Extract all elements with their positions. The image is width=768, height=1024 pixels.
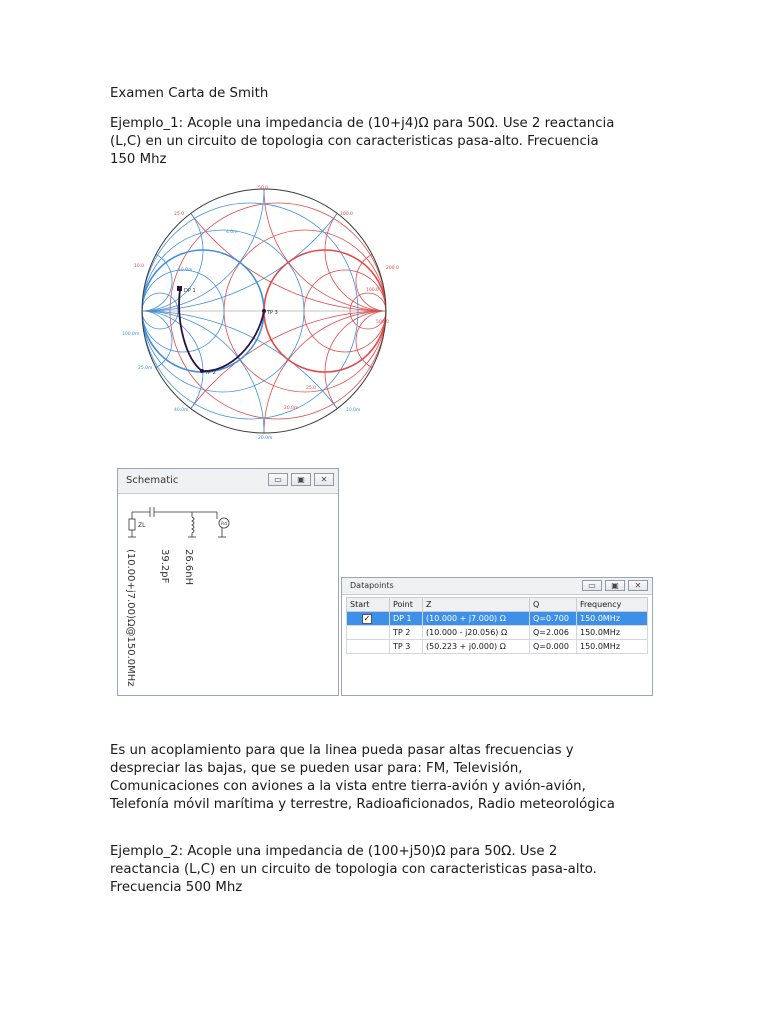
label-bottom: 20.0m bbox=[258, 436, 273, 441]
frequency-cell: 150.0MHz bbox=[577, 640, 648, 654]
table-row[interactable] bbox=[347, 626, 648, 640]
datapoints-titlebar[interactable] bbox=[342, 578, 652, 595]
point-tp3-marker bbox=[262, 309, 266, 313]
frequency-cell: 150.0MHz bbox=[577, 612, 648, 626]
example-2-line: Ejemplo_2: Acople una impedancia de (100+j50)Ω para 50Ω. Use 2 bbox=[110, 844, 558, 859]
point-dp1-marker bbox=[177, 286, 182, 291]
label-inner-c: 25.0 bbox=[306, 386, 317, 391]
label-top: 50.0 bbox=[258, 186, 269, 191]
label-left-lower: 25.0m bbox=[138, 366, 153, 371]
paragraph-line: Comunicaciones con aviones a la vista entre tierra-avión y avión-avión, bbox=[110, 779, 586, 794]
maximize-button[interactable]: ▣ bbox=[291, 473, 311, 486]
document-title: Examen Carta de Smith bbox=[110, 86, 269, 101]
admittance-susceptance-arcs bbox=[118, 183, 386, 443]
column-z[interactable]: Z bbox=[423, 598, 530, 612]
point-tp3-label: TP 3 bbox=[267, 310, 278, 316]
point-cell: TP 2 bbox=[390, 626, 423, 640]
schematic-title: Schematic bbox=[126, 475, 179, 486]
column-point[interactable]: Point bbox=[390, 598, 423, 612]
point-cell: TP 3 bbox=[390, 640, 423, 654]
minimize-button[interactable]: ▭ bbox=[268, 473, 288, 486]
inductor-value: 26.6nH bbox=[183, 549, 194, 586]
z-cell: (50.223 + j0.000) Ω bbox=[423, 640, 530, 654]
label-bottom-right: 10.0m bbox=[346, 408, 361, 413]
inductor-symbol bbox=[192, 517, 194, 533]
smith-chart bbox=[118, 183, 418, 443]
frequency-cell: 150.0MHz bbox=[577, 626, 648, 640]
q-cell: Q=2.006 bbox=[530, 626, 577, 640]
schematic-canvas bbox=[122, 497, 322, 692]
label-upper-right: 100.0 bbox=[340, 212, 353, 217]
schematic-titlebar[interactable] bbox=[118, 469, 338, 494]
load-impedance-text: (10.00+j7.00)Ω@150.0MHz bbox=[125, 549, 136, 687]
paragraph-line: Es un acoplamiento para que la linea pueda pasar altas frecuencias y bbox=[110, 743, 574, 758]
column-q[interactable]: Q bbox=[530, 598, 577, 612]
point-tp2-label: TP 2 bbox=[205, 370, 216, 376]
label-right-upper-b: 100.0 bbox=[366, 288, 379, 293]
source-label: Rd bbox=[221, 522, 227, 527]
paragraph-line: despreciar las bajas, que se pueden usar para: FM, Televisión, bbox=[110, 761, 523, 776]
close-button[interactable]: ✕ bbox=[628, 580, 648, 591]
example-1-line: 150 Mhz bbox=[110, 152, 167, 167]
start-checkbox[interactable]: ✓ bbox=[363, 613, 371, 623]
load-label: ZL bbox=[138, 522, 146, 529]
example-2-line: reactancia (L,C) en un circuito de topologia con caracteristicas pasa-alto. bbox=[110, 862, 597, 877]
example-1-line: Ejemplo_1: Acople una impedancia de (10+j4)Ω para 50Ω. Use 2 reactancia bbox=[110, 116, 615, 131]
label-inner-d: 20.0m bbox=[284, 406, 299, 411]
label-left-upper: 10.0 bbox=[134, 264, 145, 269]
q-cell: Q=0.700 bbox=[530, 612, 577, 626]
z-cell: (10.000 + j7.000) Ω bbox=[423, 612, 530, 626]
minimize-button[interactable]: ▭ bbox=[582, 580, 602, 591]
datapoints-window[interactable] bbox=[341, 577, 653, 696]
start-cell[interactable] bbox=[347, 640, 390, 654]
label-right-upper: 200.0 bbox=[386, 266, 399, 271]
datapoints-table bbox=[346, 597, 648, 654]
load-symbol bbox=[129, 519, 135, 530]
column-frequency[interactable]: Frequency bbox=[577, 598, 648, 612]
start-cell[interactable] bbox=[347, 612, 390, 626]
z-cell: (10.000 - j20.056) Ω bbox=[423, 626, 530, 640]
schematic-window[interactable] bbox=[117, 468, 339, 696]
paragraph-line: Telefonía móvil marítima y terrestre, Radioaficionados, Radio meteorológica bbox=[110, 797, 615, 812]
table-header bbox=[347, 598, 648, 612]
label-bottom-left: 40.0m bbox=[174, 408, 189, 413]
impedance-reactance-arcs bbox=[142, 183, 418, 443]
point-dp1-label: DP 1 bbox=[184, 288, 196, 294]
label-inner-a: 4.0m bbox=[226, 230, 238, 235]
label-upper-left: 25.0 bbox=[174, 212, 185, 217]
example-1-line: (L,C) en un circuito de topologia con caracteristicas pasa-alto. Frecuencia bbox=[110, 134, 599, 149]
label-right-mid: 500.0 bbox=[376, 320, 389, 325]
start-cell[interactable] bbox=[347, 626, 390, 640]
q-cell: Q=0.000 bbox=[530, 640, 577, 654]
label-inner-b: 10.0m bbox=[178, 268, 193, 273]
point-cell: DP 1 bbox=[390, 612, 423, 626]
point-tp2-marker bbox=[200, 369, 204, 373]
close-button[interactable]: ✕ bbox=[314, 473, 334, 486]
datapoints-title: Datapoints bbox=[350, 581, 394, 590]
label-left: 100.0m bbox=[122, 332, 140, 337]
column-start[interactable]: Start bbox=[347, 598, 390, 612]
table-row[interactable] bbox=[347, 612, 648, 626]
table-row[interactable] bbox=[347, 640, 648, 654]
matching-path bbox=[179, 289, 264, 371]
example-2-line: Frecuencia 500 Mhz bbox=[110, 880, 243, 895]
maximize-button[interactable]: ▣ bbox=[605, 580, 625, 591]
capacitor-value: 39.2pF bbox=[159, 549, 170, 584]
